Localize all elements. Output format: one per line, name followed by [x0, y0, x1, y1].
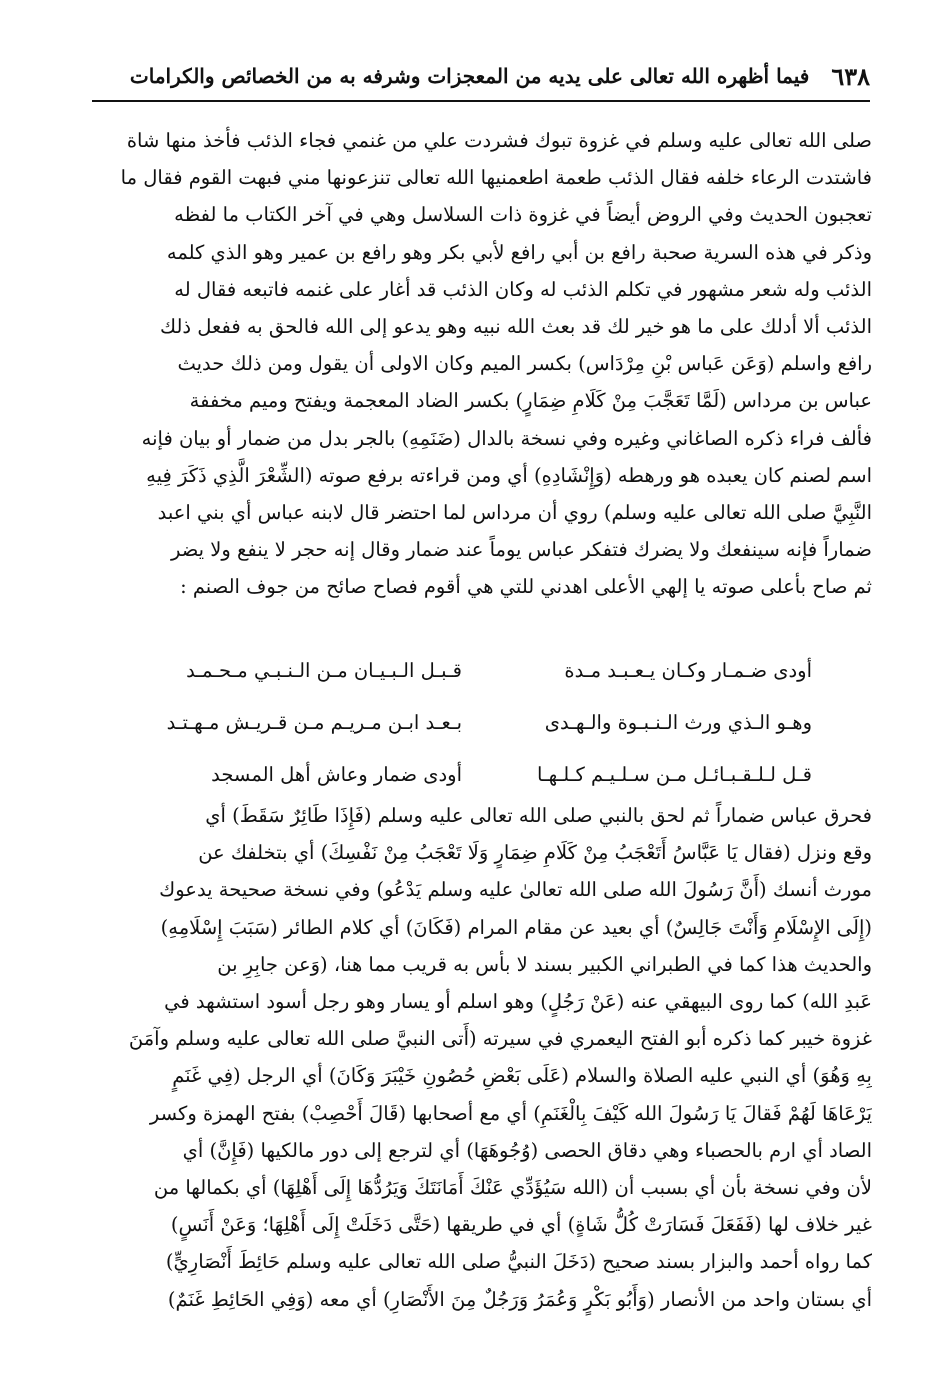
verse-first-hemistich: أودى ضـمـار وكـان يـعـبـد مـدة	[564, 658, 812, 682]
poem	[92, 644, 872, 800]
text-line: الصاد أي ارم بالحصباء وهي دقاق الحصى (وُجُوهَهَا) أي لترجع إلى دور مالكيها (فَإِنَّ) أي	[182, 1138, 872, 1162]
paragraph-lower	[92, 797, 872, 1318]
poem-verse	[92, 696, 872, 748]
poem-verse	[92, 748, 872, 800]
text-line: فاشتدت الرعاء خلفه فقال الذئب طعمة اطعمنيها الله تعالى تنزعونها مني فبهت القوم فقال ما	[120, 166, 872, 190]
verse-first-hemistich: وهـو الـذي ورث الـنـبـوة والـهـدى	[544, 710, 812, 734]
text-line: (إِلَى الإِسْلَامِ وَأَنْتَ جَالِسٌ) أي بعيد عن مقام المرام (فَكَانَ) أي كلام الطائر (سَبَبَ إِسْلَامِهِ)	[160, 915, 872, 939]
poem-verse	[92, 644, 872, 696]
text-line: رافع واسلم (وَعَن عَباس بْنِ مِرْدَاس) بكسر الميم وكان الاولى أن يقول ومن ذلك حديث	[177, 352, 872, 376]
text-line: بِهِ وَهُوَ) أي النبي عليه الصلاة والسلام (عَلَى بَعْضِ حُصُونِ خَيْبَرَ وَكَانَ) أي الرجل (فِي غَنَمٍ	[172, 1064, 872, 1088]
text-line: عباس بن مرداس (لَمَّا تَعَجَّبَ مِنْ كَلَامِ ضِمَارٍ) بكسر الضاد المعجمة ويفتح وميم مخففة	[189, 389, 872, 413]
text-line: تعجبون الحديث وفي الروض أيضاً في غزوة ذات السلاسل وهي في آخر الكتاب ما لفظه	[174, 203, 872, 227]
text-line: أي بستان واحد من الأنصار (وَأَبُو بَكْرٍ وَعُمَرُ وَرَجُلٌ مِنَ الأَنْصَارِ) أي معه (وَفِي الحَائِطِ غَنَمٌ)	[167, 1287, 872, 1311]
text-line: وقع ونزل (فقال يَا عَبَّاسُ أَتَعْجَبُ مِنْ كَلَامِ ضِمَارٍ وَلَا تَعْجَبُ مِنْ نَفْسِكَ) أي بتخلفك عن	[198, 841, 872, 865]
verse-second-hemistich: بـعـد ابـن مـريـم مـن قـريـش مـهـتـد	[166, 710, 462, 734]
text-line: الذئب ألا أدلك على ما هو خير لك قد بعث الله نبيه وهو يدعو إلى الله فالحق به ففعل ذلك	[160, 315, 872, 339]
text-line: مورث أنسك (أَنَّ رَسُولَ الله صلى الله تعالىٰ عليه وسلم يَدْعُو) وفي نسخة صحيحة يدعوك	[159, 878, 872, 902]
paragraph-upper	[92, 122, 872, 606]
verse-first-hemistich: قـل لـلـقـبـائـل مـن سـلـيـم كـلـهـا	[536, 762, 812, 786]
text-line: الذئب وله شعر مشهور في تكلم الذئب له وكان الذئب قد أغار على غنمه فاتبعه فقال له	[174, 277, 872, 301]
text-line: لأن وفي نسخة بأن أي بسبب أن (الله سَيُؤَدِّي عَنْكَ أَمَانَتَكَ وَيَرُدُّهَا إِلَى أَهْلِهَا) أي بكمالها من	[153, 1176, 872, 1200]
text-line: فحرق عباس ضماراً ثم لحق بالنبي صلى الله تعالى عليه وسلم (فَإِذَا طَائِرٌ سَقَطَ) أي	[205, 804, 872, 827]
text-line: وذكر في هذه السرية صحبة رافع بن أبي رافع لأبي بكر وهو رافع بن عمير وهو الذي كلمه	[166, 240, 872, 264]
page-header	[92, 52, 870, 102]
text-line: كما رواه أحمد والبزار بسند صحيح (دَخَلَ النبيُّ صلى الله تعالى عليه وسلم حَائِطَ أَنْصَارِيٍّ)	[165, 1250, 872, 1274]
text-line: اسم لصنم كان يعبده هو ورهطه (وَإِنْشَادِهِ) أي ومن قراءته برفع صوته (الشِّعْرَ الَّذِي ذَكَرَ فِيهِ	[146, 463, 872, 487]
text-line: عَبدِ الله) كما روى البيهقي عنه (عَنْ رَجُلٍ) وهو اسلم أو يسار وهو رجل أسود استشهد في	[164, 990, 872, 1014]
text-line: والحديث هذا كما في الطبراني الكبير بسند لا بأس به قريب مما هنا، (وَعن جابِرِ بن	[217, 952, 872, 976]
text-line: النَّبِيَّ صلى الله تعالى عليه وسلم) روي أن مرداس لما احتضر قال لابنه عباس أي بني اعبد	[157, 501, 872, 525]
text-line: صلى الله تعالى عليه وسلم في غزوة تبوك فشردت علي من غنمي فجاء الذئب فأخذ منها شاة	[126, 129, 872, 152]
text-line: فألف فراء ذكره الصاغاني وغيره وفي نسخة بالدال (ضَنَمِهِ) بالجر بدل من ضمار أو بيان فإنه	[141, 426, 872, 450]
text-line: غير خلاف لها (فَفَعَلَ فَسَارَتْ كُلُّ شَاةٍ) أي في طريقها (حَتَّى دَخَلَتْ إِلَى أَهْلِهَا؛ وَعَنْ أَنَسٍ)	[170, 1213, 872, 1237]
text-line: ثم صاح بأعلى صوته يا إلهي الأعلى اهدني للتي هي أقوم فصاح صائح من جوف الصنم :	[180, 575, 872, 599]
page-number: ٦٣٨	[831, 61, 870, 91]
verse-second-hemistich: قـبـل الـبـيـان مـن الـنـبـي مـحـمـد	[186, 658, 462, 682]
text-line: يَرْعَاهَا لَهُمْ فَقالَ يَا رَسُولَ الله كَيْفَ بِالْغَنَمِ) أي مع أصحابها (قَالَ أَحْصِبْ) بفتح الهمزة وكسر	[149, 1101, 872, 1125]
running-title: فيما أظهره الله تعالى على يديه من المعجزات وشرفه به من الخصائص والكرامات	[129, 64, 810, 88]
text-line: غزوة خيبر كما ذكره أبو الفتح اليعمري في سيرته (أَتى النبيَّ صلى الله تعالى عليه وسلم وآمَنَ	[128, 1027, 872, 1051]
text-line: ضماراً فإنه سينفعك ولا يضرك فتفكر عباس يوماً عند ضمار وقال إنه حجر لا ينفع ولا يضر	[170, 538, 872, 562]
verse-second-hemistich: أودى ضمار وعاش أهل المسجد	[211, 762, 462, 786]
